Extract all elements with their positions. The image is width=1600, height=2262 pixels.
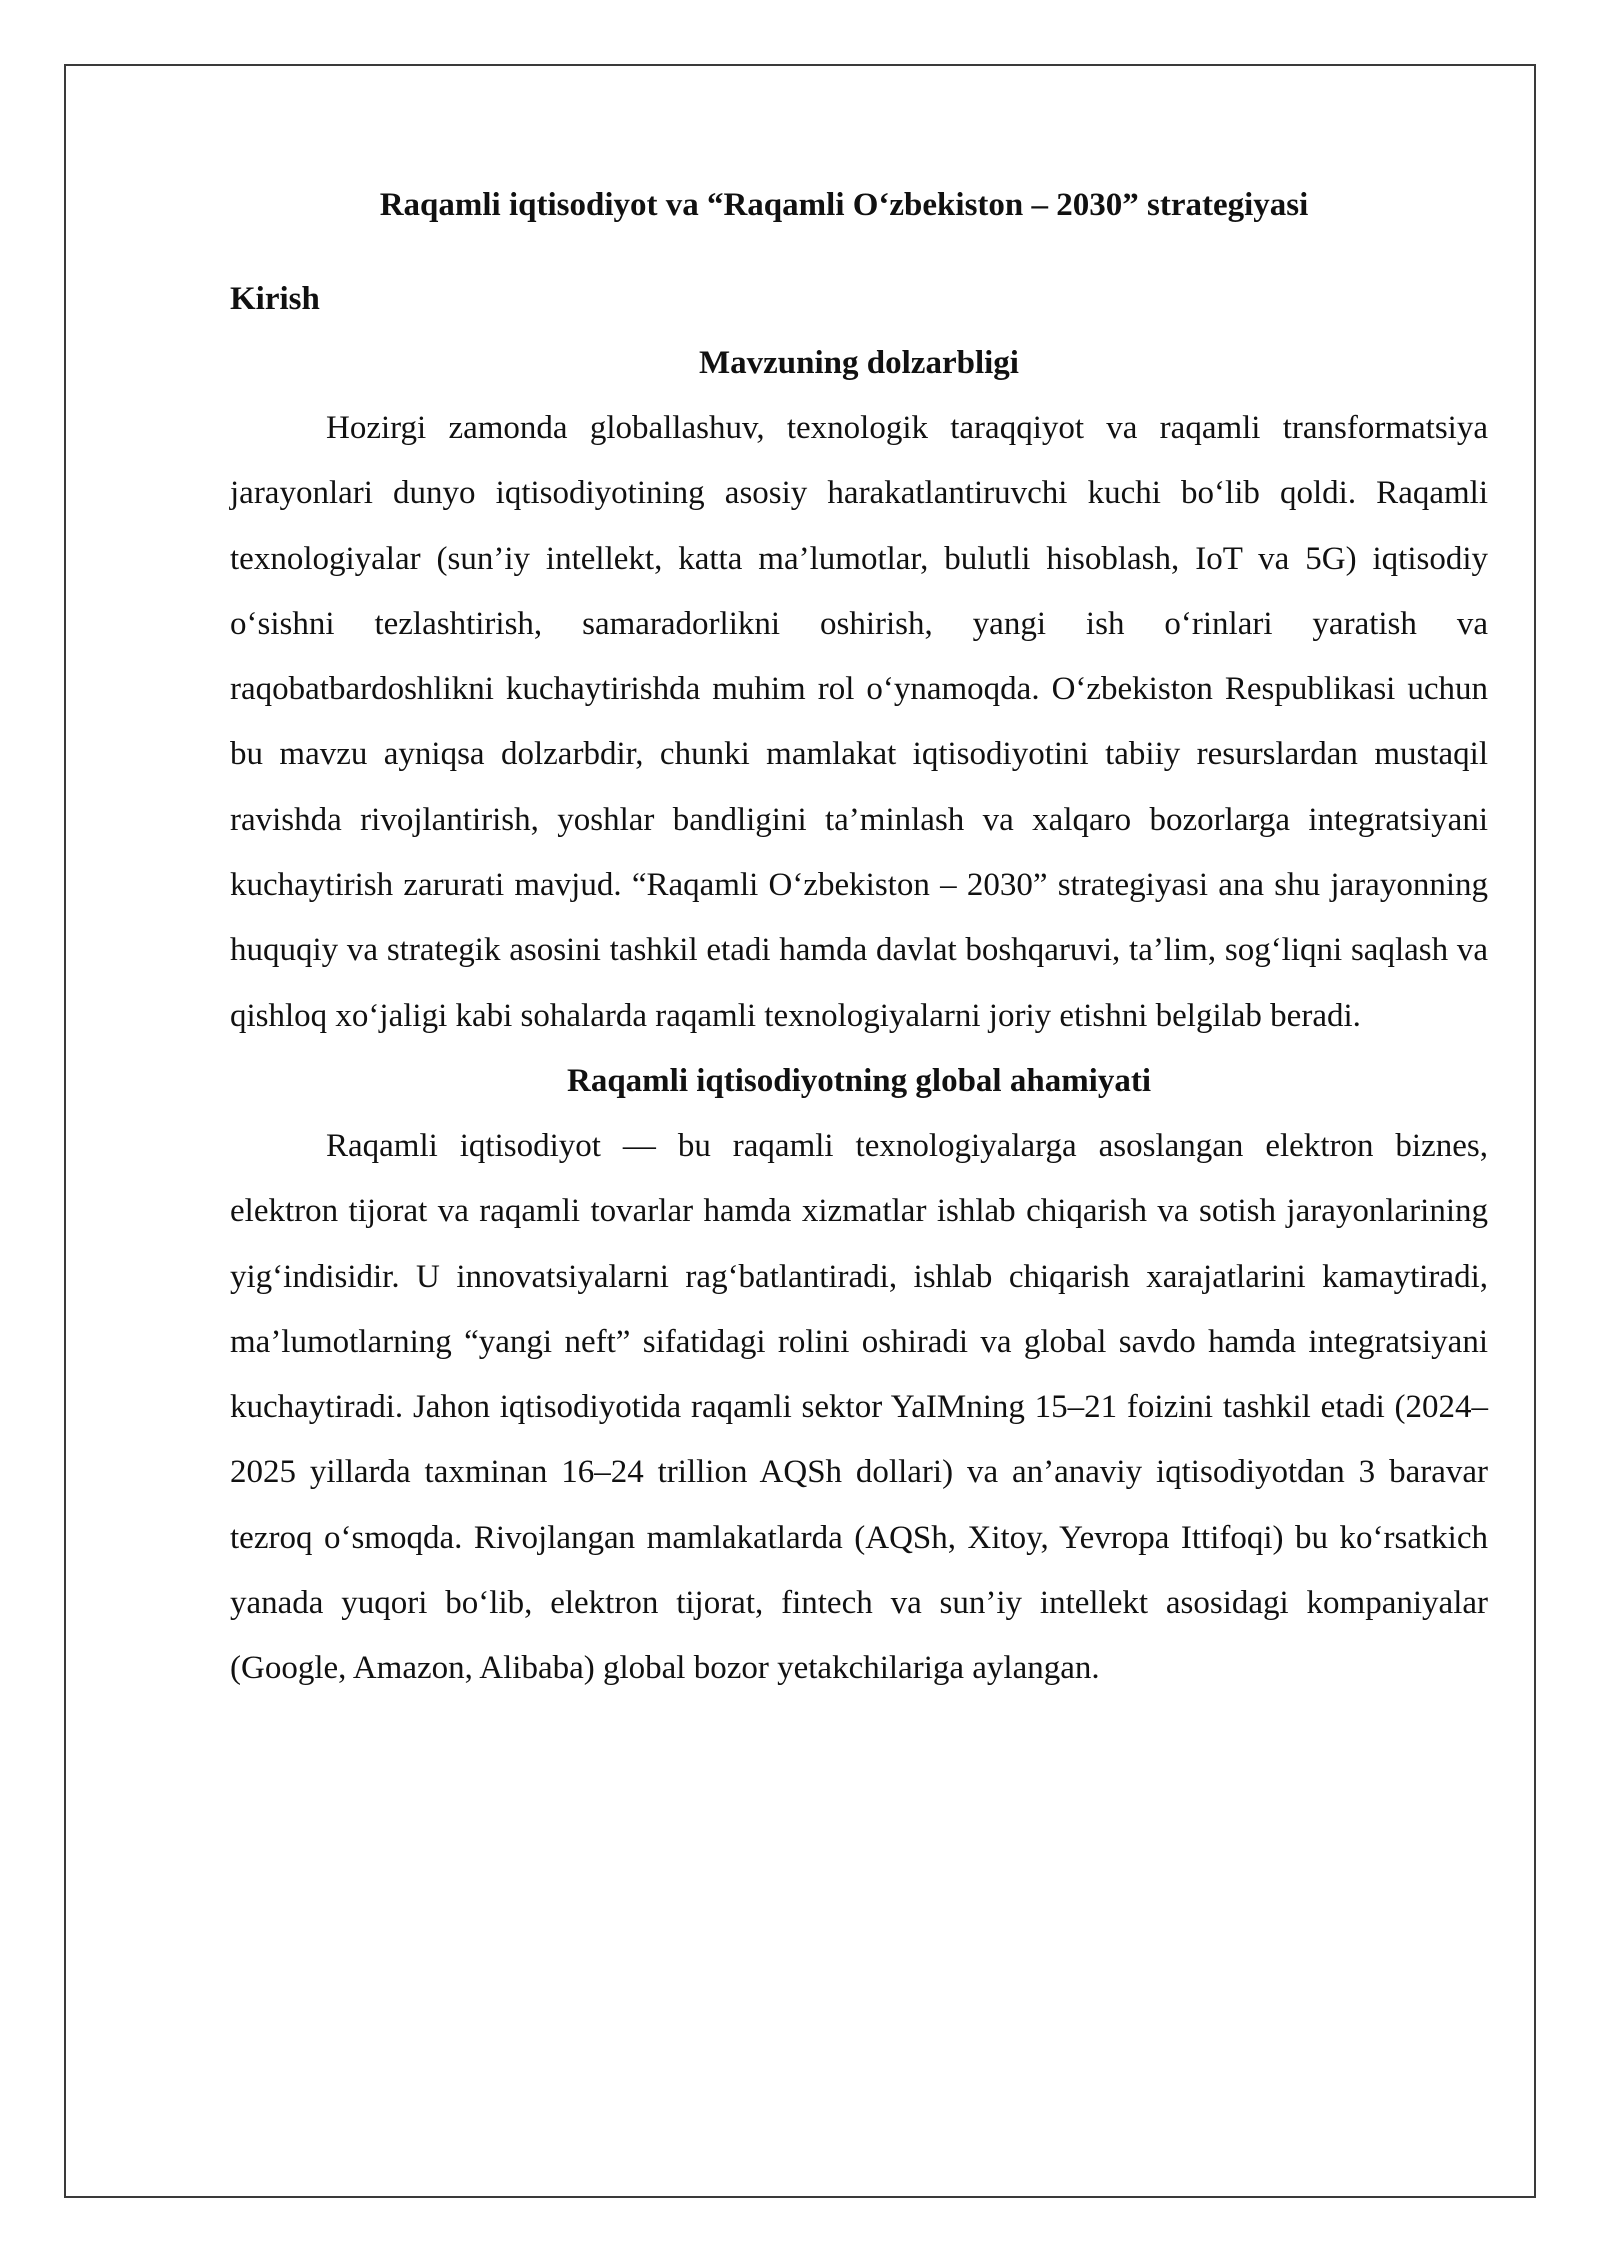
section-heading-global-importance: Raqamli iqtisodiyotning global ahamiyati — [566, 1062, 1152, 1099]
section-heading-relevance: Mavzuning dolzarbligi — [699, 345, 1019, 381]
document-title: Raqamli iqtisodiyot va “Raqamli O‘zbekiston – 2030” strategiyasi — [379, 187, 1309, 223]
paragraph-global-importance: Raqamli iqtisodiyot — bu raqamli texnologiyalarga asoslangan elektron biznes, elektron tijorat va raqamli tovarlar hamda xizmatlar ishlab chiqarish va sotish jarayonlarining yig‘indisidir. U innovatsiyalarni rag‘batlantiradi, ishlab chiqarish xarajatlarini kamaytiradi, ma’lumotlarning “yangi neft” sifatidagi rolini oshiradi va global savdo hamda integratsiyani kuchaytiradi. Jahon iqtisodiyotida raqamli sektor YaIMning 15–21 foizini tashkil etadi (2024–2025 yillarda taxminan 16–24 trillion AQSh dollari) va an’anaviy iqtisodiyotdan 3 baravar tezroq o‘smoqda. Rivojlangan mamlakatlarda (AQSh, Xitoy, Yevropa Ittifoqi) bu ko‘rsatkich yanada yuqori bo‘lib, elektron tijorat, fintech va sun’iy intellekt asosidagi kompaniyalar (Google, Amazon, Alibaba) global bozor yetakchilariga aylangan. — [230, 1127, 1488, 1687]
document-body — [230, 175, 1488, 1702]
section-label: Kirish — [230, 281, 320, 317]
paragraph-relevance: Hozirgi zamonda globallashuv, texnologik taraqqiyot va raqamli transformatsiya jarayonlari dunyo iqtisodiyotining asosiy harakatlantiruvchi kuchi bo‘lib qoldi. Raqamli texnologiyalar (sun’iy intellekt, katta ma’lumotlar, bulutli hisoblash, IoT va 5G) iqtisodiy o‘sishni tezlashtirish, samaradorlikni oshirish, yangi ish o‘rinlari yaratish va raqobatbardoshlikni kuchaytirishda muhim rol o‘ynamoqda. O‘zbekiston Respublikasi uchun bu mavzu ayniqsa dolzarbdir, chunki mamlakat iqtisodiyotini tabiiy resurslardan mustaqil ravishda rivojlantirish, yoshlar bandligini ta’minlash va xalqaro bozorlarga integratsiyani kuchaytirish zarurati mavjud. “Raqamli O‘zbekiston – 2030” strategiyasi ana shu jarayonning huquqiy va strategik asosini tashkil etadi hamda davlat boshqaruvi, ta’lim, sog‘liqni saqlash va qishloq xo‘jaligi kabi sohalarda raqamli texnologiyalarni joriy etishni belgilab beradi. — [230, 410, 1488, 1034]
